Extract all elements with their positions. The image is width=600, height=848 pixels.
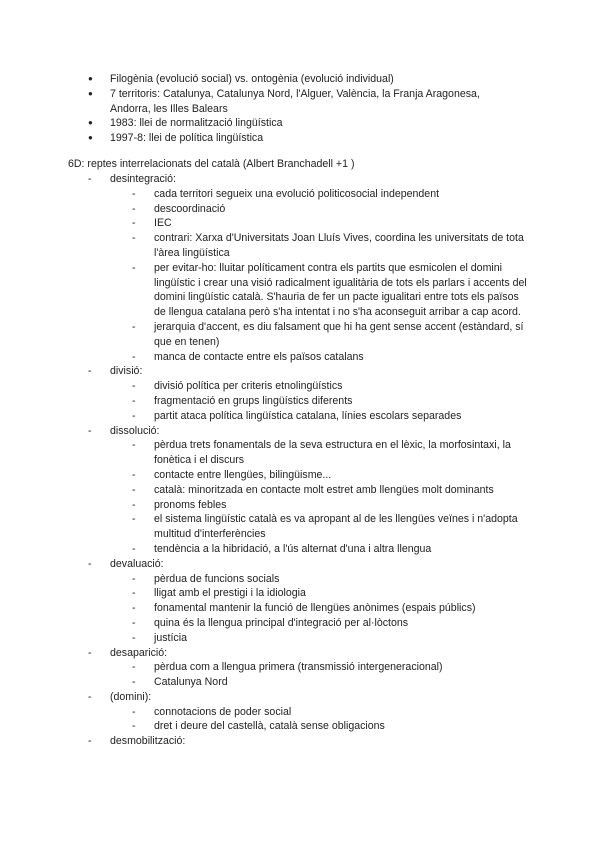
challenge-desaparicio [88, 646, 528, 690]
challenge-title: desintegració: [110, 173, 176, 185]
bullet-item: ● 1983: llei de normalització lingüística [88, 116, 508, 131]
challenge-desintegracio [88, 172, 528, 364]
sub-list [132, 187, 528, 365]
list-item: - connotacions de poder social [132, 705, 528, 720]
list-item: - pèrdua com a llengua primera (transmissió intergeneracional) [132, 660, 528, 675]
list-item: - Catalunya Nord [132, 675, 528, 690]
list-item: - partit ataca política lingüística catalana, línies escolars separades [132, 409, 528, 424]
list-item: - fragmentació en grups lingüístics diferents [132, 394, 528, 409]
challenge-title: divisió: [110, 365, 143, 378]
challenge-divisio [88, 364, 528, 423]
top-bullet-list [88, 72, 508, 146]
list-item: - quina és la llengua principal d'integració per al·lòctons [132, 616, 528, 631]
challenge-title: (domini): [110, 690, 152, 703]
list-item: - contrari: Xarxa d'Universitats Joan Lluís Vives, coordina les universitats de tota l'àrea lingüística [132, 231, 528, 261]
list-item: - contacte entre llengües, bilingüisme... [132, 468, 528, 483]
list-item: - tendència a la hibridació, a l'ús alternat d'una i altra llengua [132, 542, 528, 557]
bullet-item: ● 7 territoris: Catalunya, Catalunya Nord, l'Alguer, València, la Franja Aragonesa, Andorra, les Illes Balears [88, 87, 508, 117]
challenge-domini [88, 690, 528, 734]
list-item: - manca de contacte entre els països catalans [132, 350, 528, 365]
list-item: - per evitar-ho: lluitar políticament contra els partits que esmicolen el domini lingüístic i crear una visió radicalment igualitària de tots els parlars i accents del domini lingüístic català. S'hauria de fer un pacte igualitari entre tots els països de llengua catalana però s'ha intentat i no s'ha aconseguit arribar a cap acord. [132, 261, 528, 320]
list-item: - IEC [132, 216, 528, 231]
list-item: - dret i deure del castellà, català sense obligacions [132, 719, 528, 734]
list-item: - fonamental mantenir la funció de llengües anònimes (espais públics) [132, 601, 528, 616]
list-item: - cada territori segueix una evolució politicosocial independent [132, 187, 528, 202]
sub-list [132, 379, 528, 423]
bullet-item: ● 1997-8: llei de política lingüística [88, 131, 508, 146]
sub-list [132, 438, 528, 556]
challenge-title: desmobilització: [110, 735, 186, 748]
list-item: - descoordinació [132, 202, 528, 217]
bullet-item: ● Filogènia (evolució social) vs. ontogènia (evolució individual) [88, 72, 508, 87]
list-item: - jerarquia d'accent, es diu falsament que hi ha gent sense accent (estàndard, sí que en tenen) [132, 320, 528, 350]
list-item: - divisió política per criteris etnolingüístics [132, 379, 528, 394]
list-item: - lligat amb el prestigi i la idiologia [132, 586, 528, 601]
list-item: - pèrdua trets fonamentals de la seva estructura en el lèxic, la morfosintaxi, la fonètica i el discurs [132, 438, 528, 468]
section-heading: 6D: reptes interrelacionats del català (Albert Branchadell +1 ) [68, 158, 355, 170]
challenge-title: desaparició: [110, 646, 168, 659]
challenge-title: devaluació: [110, 557, 164, 570]
challenge-devaluacio [88, 557, 528, 646]
sub-list [132, 572, 528, 646]
list-item: - el sistema lingüístic català es va apropant al de les llengües veïnes i n'adopta multitud d'interferències [132, 512, 528, 542]
list-item: - justícia [132, 631, 528, 646]
challenge-desmobilitzacio [88, 734, 528, 749]
list-item: - pèrdua de funcions socials [132, 572, 528, 587]
sub-list [132, 705, 528, 735]
challenges-list [88, 172, 528, 749]
list-item: - català: minoritzada en contacte molt estret amb llengües molt dominants [132, 483, 528, 498]
sub-list [132, 660, 528, 690]
challenge-dissolucio [88, 424, 528, 557]
challenge-title: dissolució: [110, 424, 160, 437]
list-item: - pronoms febles [132, 498, 528, 513]
